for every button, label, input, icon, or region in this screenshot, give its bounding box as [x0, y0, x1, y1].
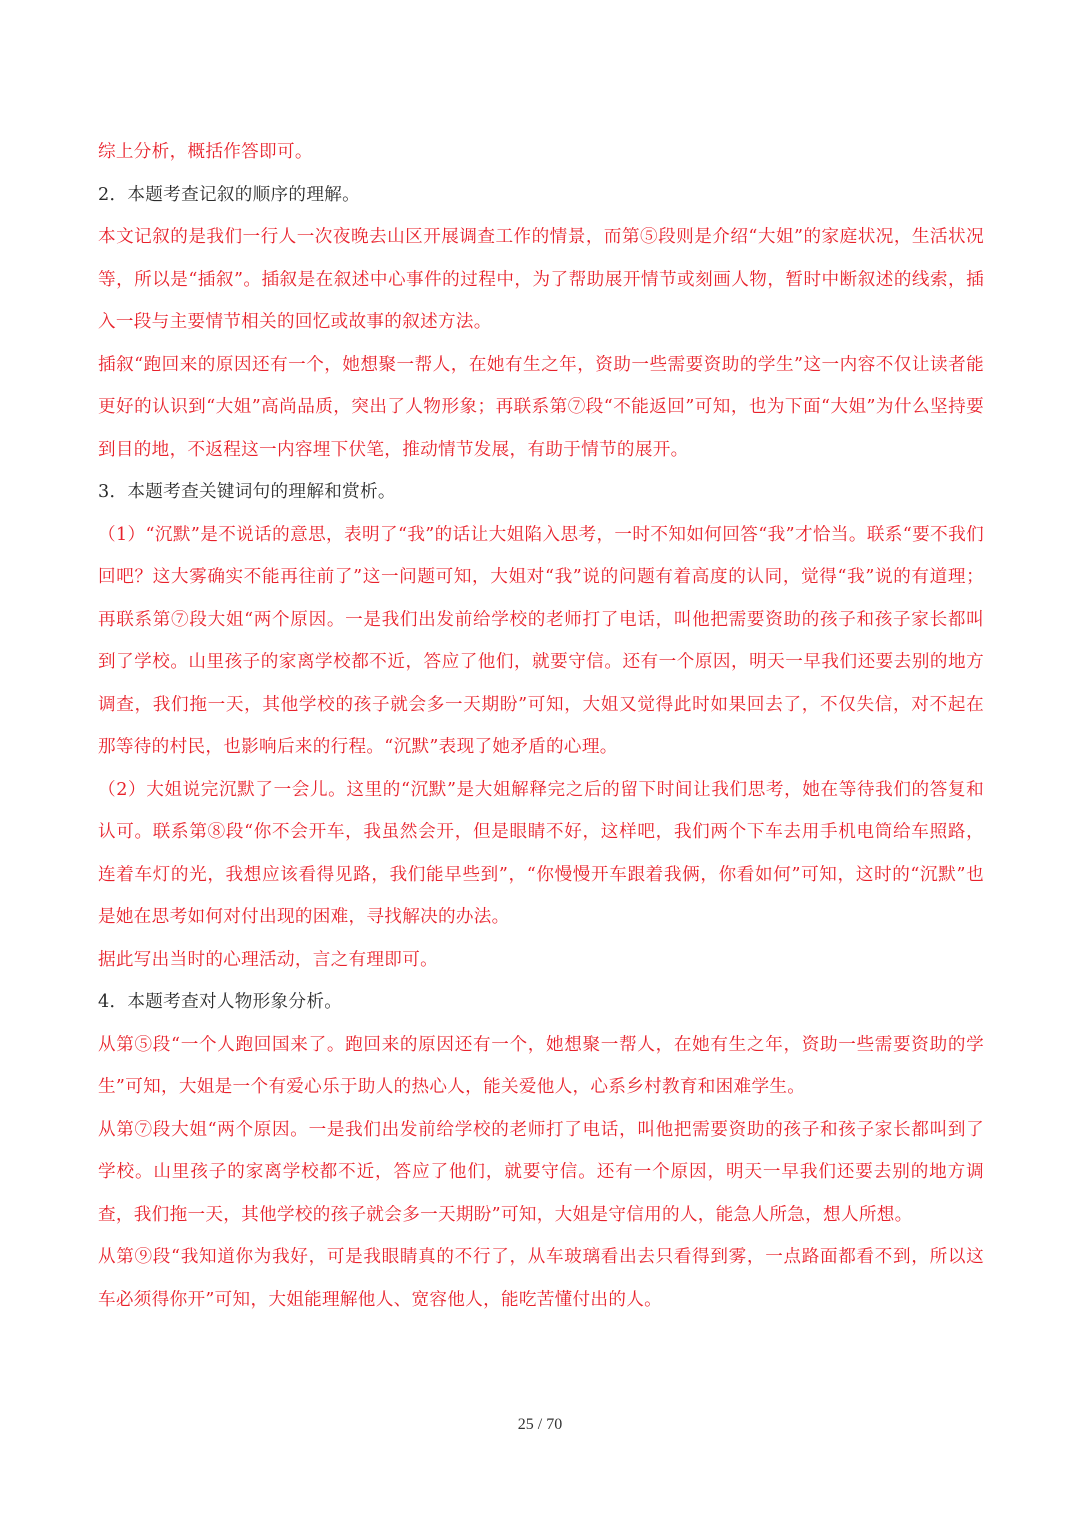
answer-paragraph: （1）“沉默”是不说话的意思，表明了“我”的话让大姐陷入思考，一时不知如何回答“我”才恰当。联系“要不我们回吧？这大雾确实不能再往前了”这一问题可知，大姐对“我”说的问题有着高度的认同，觉得“我”说的有道理；再联系第⑦段大姐“两个原因。一是我们出发前给学校的老师打了电话，叫他把需要资助的孩子和孩子家长都叫到了学校。山里孩子的家离学校都不近，答应了他们，就要守信。还有一个原因，明天一早我们还要去别的地方调查，我们拖一天，其他学校的孩子就会多一天期盼”可知，大姐又觉得此时如果回去了，不仅失信，对不起在那等待的村民，也影响后来的行程。“沉默”表现了她矛盾的心理。 [98, 524, 984, 757]
answer-paragraph: 综上分析，概括作答即可。 [98, 142, 313, 162]
answer-content [98, 131, 984, 1321]
answer-paragraph: 从第⑤段“一个人跑回国来了。跑回来的原因还有一个，她想聚一帮人，在她有生之年，资助一些需要资助的学生”可知，大姐是一个有爱心乐于助人的热心人，能关爱他人，心系乡村教育和困难学生。 [98, 1034, 984, 1097]
question-heading: 2．本题考查记叙的顺序的理解。 [98, 184, 361, 205]
answer-paragraph: （2）大姐说完沉默了一会儿。这里的“沉默”是大姐解释完之后的留下时间让我们思考，她在等待我们的答复和认可。联系第⑧段“你不会开车，我虽然会开，但是眼睛不好，这样吧，我们两个下车去用手机电筒给车照路，连着车灯的光，我想应该看得见路，我们能早些到”，“你慢慢开车跟着我俩，你看如何”可知，这时的“沉默”也是她在思考如何对付出现的困难，寻找解决的办法。 [98, 779, 984, 927]
answer-paragraph: 从第⑨段“我知道你为我好，可是我眼睛真的不行了，从车玻璃看出去只看得到雾，一点路面都看不到，所以这车必须得你开”可知，大姐能理解他人、宽容他人，能吃苦懂付出的人。 [98, 1247, 984, 1310]
answer-paragraph: 本文记叙的是我们一行人一次夜晚去山区开展调查工作的情景，而第⑤段则是介绍“大姐”的家庭状况，生活状况等，所以是“插叙”。插叙是在叙述中心事件的过程中，为了帮助展开情节或刻画人物，暂时中断叙述的线索，插入一段与主要情节相关的回忆或故事的叙述方法。 [98, 227, 984, 332]
question-heading: 3．本题考查关键词句的理解和赏析。 [98, 482, 396, 502]
answer-paragraph: 插叙“跑回来的原因还有一个，她想聚一帮人，在她有生之年，资助一些需要资助的学生”这一内容不仅让读者能更好的认识到“大姐”高尚品质，突出了人物形象；再联系第⑦段“不能返回”可知，也为下面“大姐”为什么坚持要到目的地，不返程这一内容埋下伏笔，推动情节发展，有助于情节的展开。 [98, 354, 984, 460]
answer-paragraph: 据此写出当时的心理活动，言之有理即可。 [98, 949, 438, 970]
question-heading: 4．本题考查对人物形象分析。 [98, 992, 343, 1012]
answer-paragraph: 从第⑦段大姐“两个原因。一是我们出发前给学校的老师打了电话，叫他把需要资助的孩子和孩子家长都叫到了学校。山里孩子的家离学校都不近，答应了他们，就要守信。还有一个原因，明天一早我们还要去别的地方调查，我们拖一天，其他学校的孩子就会多一天期盼”可知，大姐是守信用的人，能急人所急，想人所想。 [98, 1119, 984, 1225]
page-number: 25 / 70 [517, 1416, 563, 1433]
